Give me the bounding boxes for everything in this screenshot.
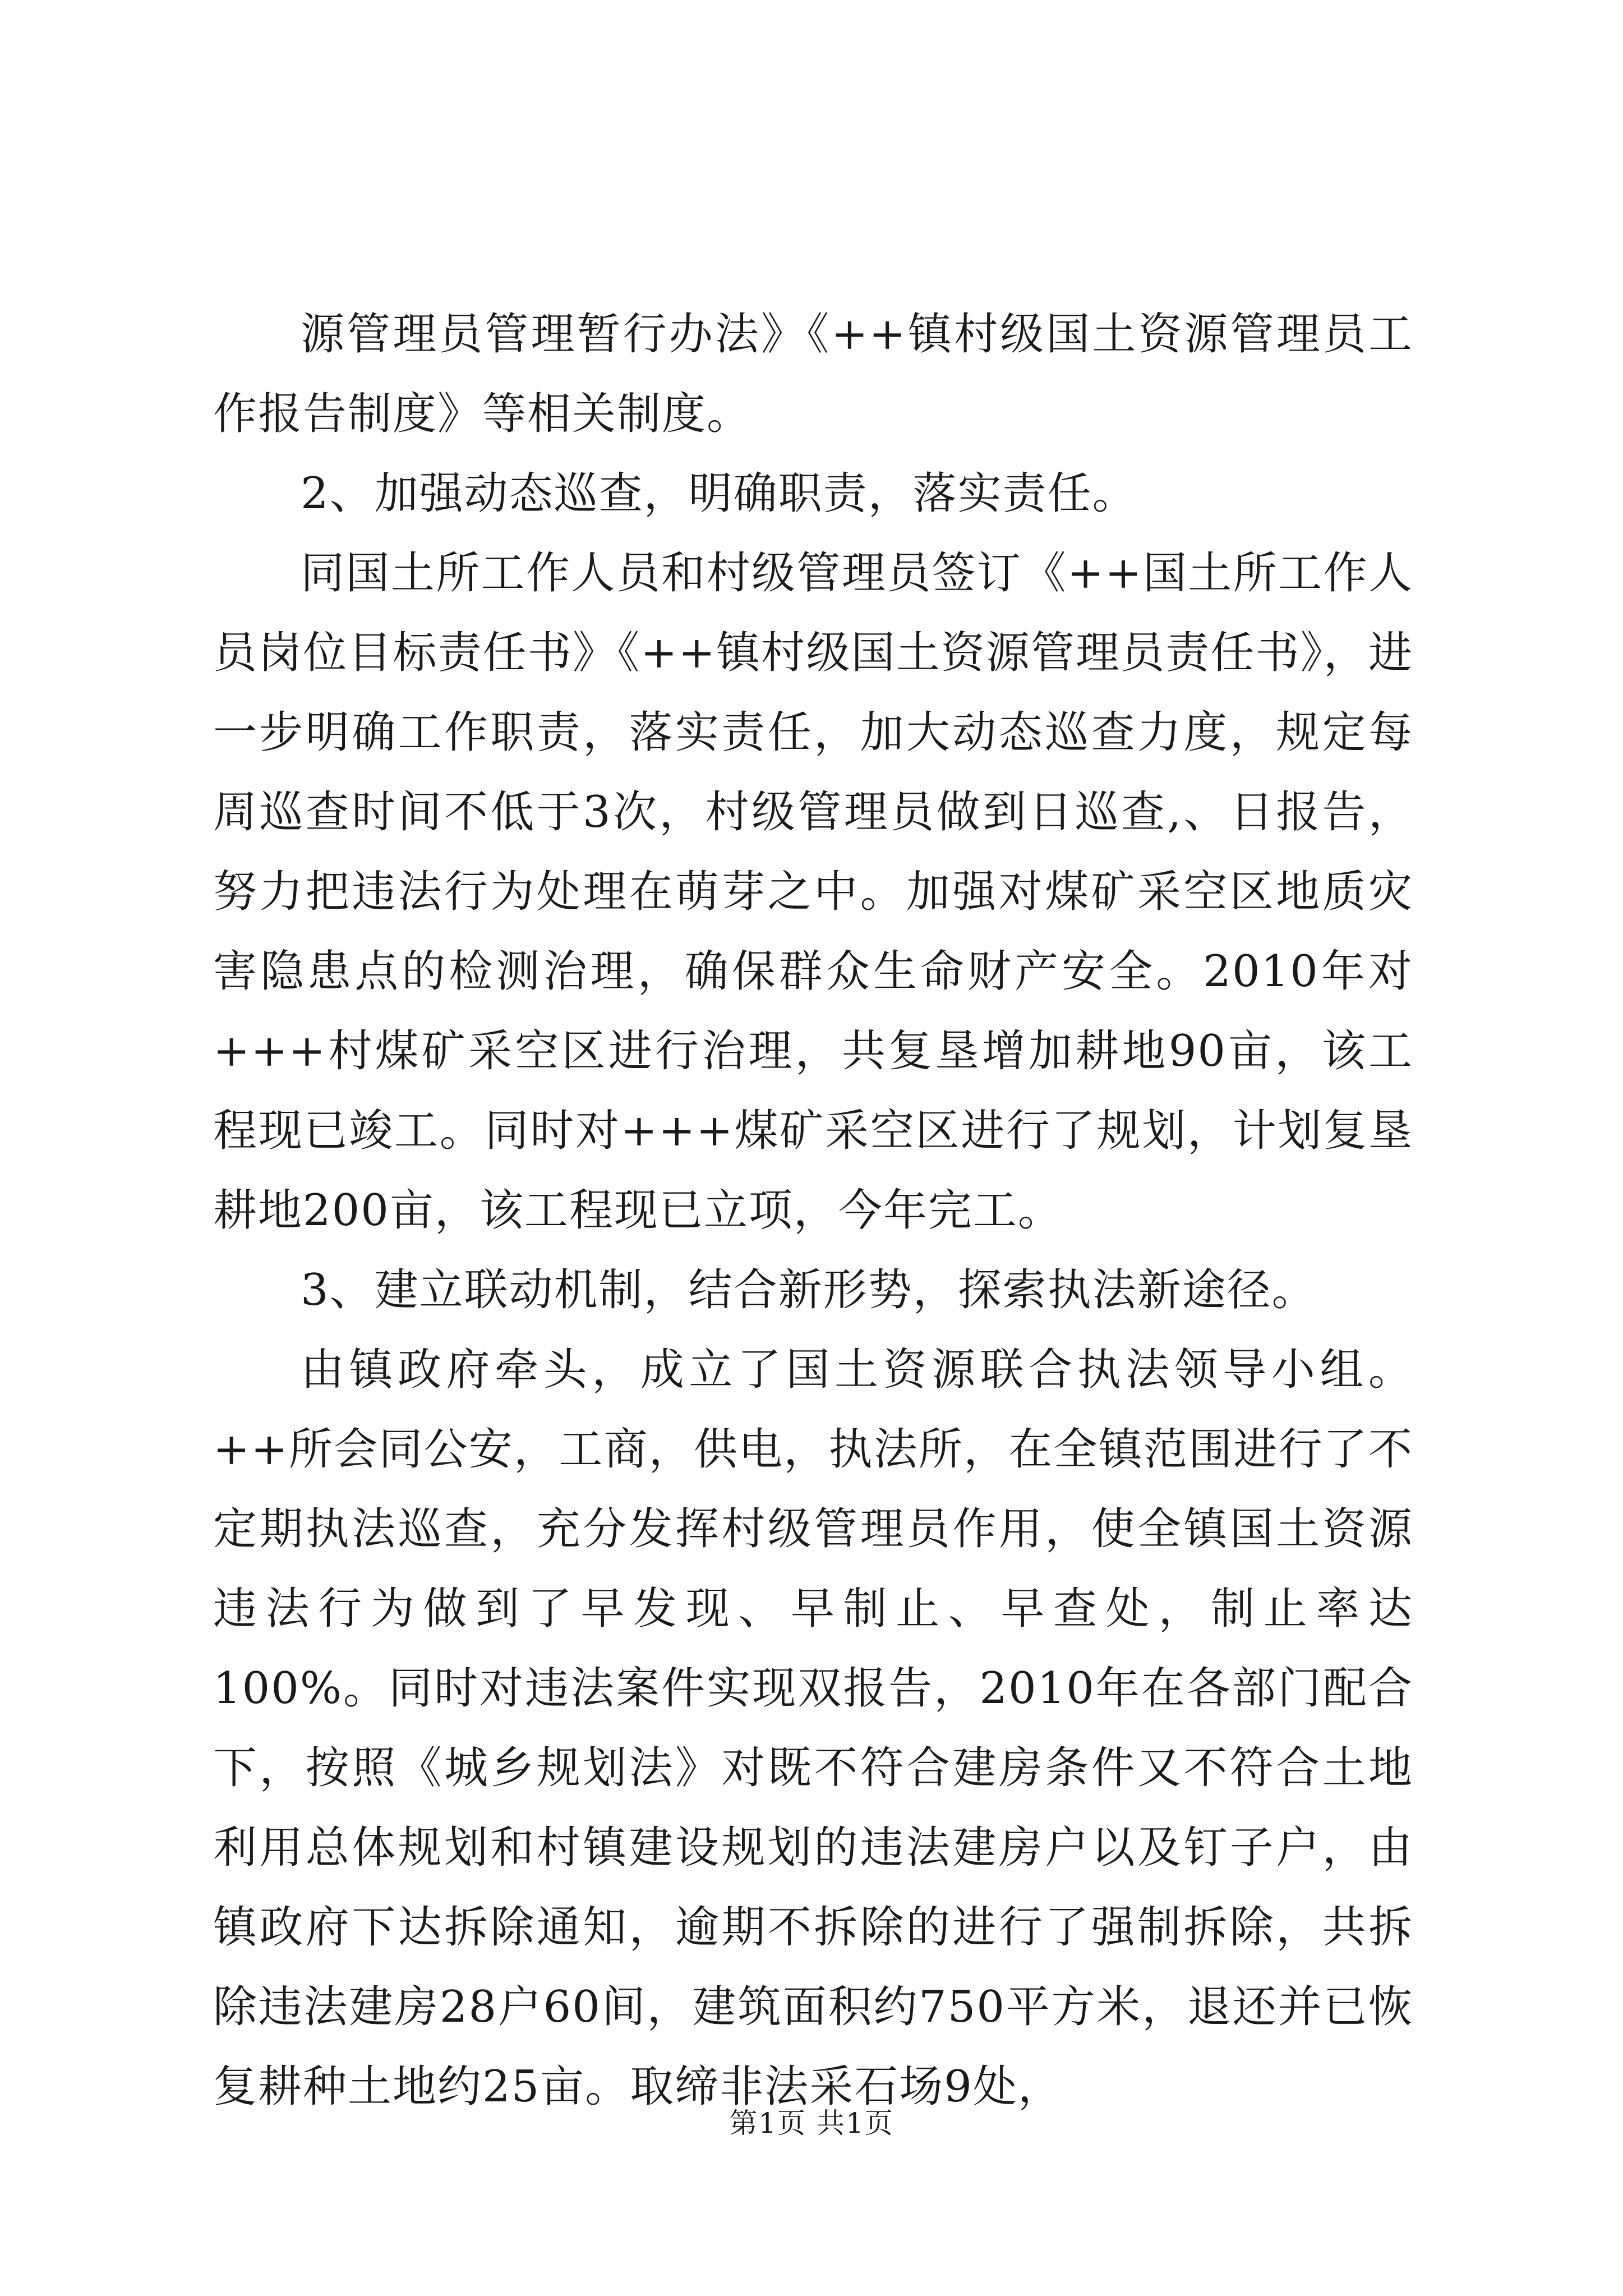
section-heading-3: 3、建立联动机制，结合新形势，探索执法新途径。 xyxy=(301,1265,1317,1315)
section-heading-2: 2、加强动态巡查，明确职责，落实责任。 xyxy=(301,468,1137,519)
document-body xyxy=(213,295,1413,2127)
paragraph-continuation: 源管理员管理暂行办法》《++镇村级国土资源管理员工作报告制度》等相关制度。 xyxy=(213,309,1413,439)
paragraph-joint-enforcement: 由镇政府牵头，成立了国土资源联合执法领导小组。++所会同公安，工商，供电，执法所，在全镇范围进行了不定期执法巡查，充分发挥村级管理员作用，使全镇国土资源违法行为做到了早发现、早制止、早查处，制止率达100%。同时对违法案件实现双报告，2010年在各部门配合下，按照《城乡规划法》对既不符合建房条件又不符合土地利用总体规划和村镇建设规划的违法建房户以及钉子户，由镇政府下达拆除通知，逾期不拆除的进行了强制拆除，共拆除违法建房28户60间，建筑面积约750平方米，退还并已恢复耕种土地约25亩。取缔非法采石场9处， xyxy=(213,1345,1413,2112)
page-footer: 第1页 共1页 xyxy=(729,2107,894,2139)
paragraph-responsibility: 同国土所工作人员和村级管理员签订《++国土所工作人员岗位目标责任书》《++镇村级国土资源管理员责任书》，进一步明确工作职责，落实责任，加大动态巡查力度，规定每周巡查时间不低于3次，村级管理员做到日巡查,、日报告，努力把违法行为处理在萌芽之中。加强对煤矿采空区地质灾害隐患点的检测治理，确保群众生命财产安全。2010年对+++村煤矿采空区进行治理，共复垦增加耕地90亩，该工程现已竣工。同时对+++煤矿采空区进行了规划，计划复垦耕地200亩，该工程现已立项，今年完工。 xyxy=(213,548,1413,1236)
